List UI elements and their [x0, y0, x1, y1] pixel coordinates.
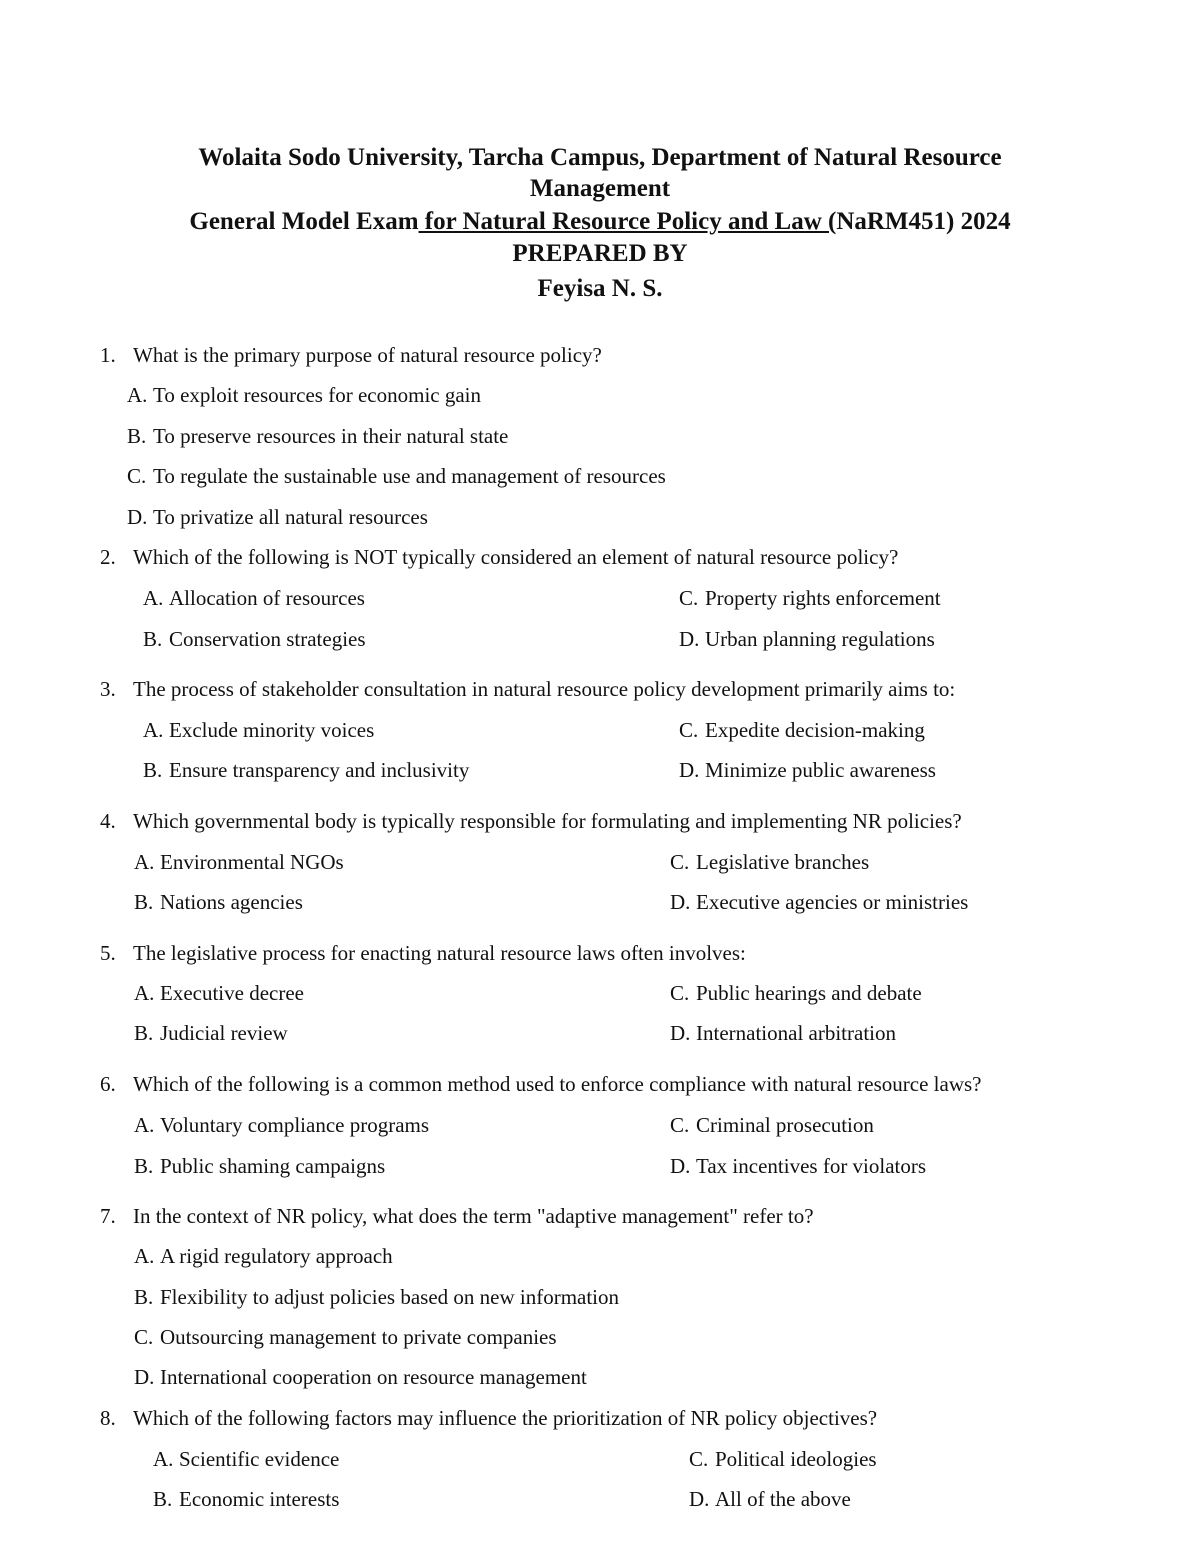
- option-text: Executive agencies or ministries: [696, 890, 969, 914]
- option-letter: C.: [679, 718, 699, 742]
- option-text: Expedite decision-making: [705, 718, 925, 742]
- university-title: Wolaita Sodo University, Tarcha Campus, Department of Natural Resource: [198, 144, 1002, 171]
- option-letter: A.: [134, 981, 155, 1005]
- question-text: Which of the following factors may influence the prioritization of NR policy objectives?: [133, 1406, 878, 1430]
- option-letter: D.: [127, 505, 148, 529]
- option-text: Exclude minority voices: [169, 718, 375, 742]
- option-text: Executive decree: [160, 981, 304, 1005]
- option-text: International cooperation on resource management: [160, 1365, 587, 1389]
- option-text: Tax incentives for violators: [696, 1154, 927, 1178]
- option-2c: [679, 585, 941, 611]
- option-text: Scientific evidence: [179, 1447, 340, 1471]
- option-letter: C.: [670, 981, 690, 1005]
- option-text: Environmental NGOs: [160, 850, 344, 874]
- option-3c: [679, 717, 925, 743]
- exam-title-course-underlined: for Natural Resource Policy and Law (: [418, 208, 837, 235]
- option-letter: B.: [127, 424, 147, 448]
- university-title-continued: Management: [529, 175, 671, 202]
- option-text: Conservation strategies: [169, 627, 366, 651]
- question-8: [100, 1405, 877, 1431]
- option-6d: [670, 1153, 926, 1179]
- option-8c: [689, 1446, 877, 1472]
- option-text: Ensure transparency and inclusivity: [169, 758, 470, 782]
- option-1b: [127, 423, 508, 449]
- option-letter: A.: [143, 586, 164, 610]
- question-2: [100, 544, 898, 570]
- option-letter: D.: [134, 1365, 155, 1389]
- option-letter: C.: [689, 1447, 709, 1471]
- option-letter: B.: [134, 1285, 154, 1309]
- option-text: Allocation of resources: [169, 586, 365, 610]
- option-letter: D.: [670, 1154, 691, 1178]
- option-5d: [670, 1020, 896, 1046]
- option-3a: [143, 717, 374, 743]
- question-7: [100, 1203, 814, 1229]
- option-letter: D.: [679, 758, 700, 782]
- option-text: All of the above: [715, 1487, 851, 1511]
- question-text: In the context of NR policy, what does the term "adaptive management" refer to?: [133, 1204, 814, 1228]
- option-text: Legislative branches: [696, 850, 870, 874]
- option-letter: D.: [670, 890, 691, 914]
- question-number: 3.: [100, 677, 116, 701]
- option-text: To regulate the sustainable use and management of resources: [153, 464, 666, 488]
- question-number: 4.: [100, 809, 116, 833]
- question-text: The legislative process for enacting natural resource laws often involves:: [133, 941, 746, 965]
- option-letter: A.: [153, 1447, 174, 1471]
- option-7b: [134, 1284, 619, 1310]
- option-text: Property rights enforcement: [705, 586, 941, 610]
- option-6a: [134, 1112, 429, 1138]
- option-5b: [134, 1020, 288, 1046]
- option-5c: [670, 980, 922, 1006]
- option-letter: B.: [134, 890, 154, 914]
- option-text: To preserve resources in their natural state: [153, 424, 509, 448]
- option-8b: [153, 1486, 339, 1512]
- question-text: Which governmental body is typically responsible for formulating and implementing NR policies?: [133, 809, 962, 833]
- exam-title-part1: General Model Exam: [189, 208, 419, 235]
- option-letter: A.: [134, 850, 155, 874]
- option-5a: [134, 980, 304, 1006]
- option-text: Outsourcing management to private companies: [160, 1325, 557, 1349]
- option-text: Minimize public awareness: [705, 758, 936, 782]
- option-text: To exploit resources for economic gain: [153, 383, 482, 407]
- option-4d: [670, 889, 968, 915]
- question-number: 8.: [100, 1406, 116, 1430]
- option-1a: [127, 382, 481, 408]
- option-text: Judicial review: [160, 1021, 288, 1045]
- option-letter: D.: [679, 627, 700, 651]
- question-text: What is the primary purpose of natural resource policy?: [133, 343, 602, 367]
- question-6: [100, 1071, 981, 1097]
- question-number: 7.: [100, 1204, 116, 1228]
- question-number: 2.: [100, 545, 116, 569]
- option-text: Urban planning regulations: [705, 627, 935, 651]
- option-2a: [143, 585, 365, 611]
- option-letter: C.: [679, 586, 699, 610]
- question-text: The process of stakeholder consultation in natural resource policy development primarily aims to:: [133, 677, 956, 701]
- option-text: To privatize all natural resources: [153, 505, 428, 529]
- option-text: Nations agencies: [160, 890, 303, 914]
- question-text: Which of the following is a common method used to enforce compliance with natural resource laws?: [133, 1072, 982, 1096]
- prepared-by-label: PREPARED BY: [512, 240, 688, 267]
- option-2b: [143, 626, 366, 652]
- option-text: Public hearings and debate: [696, 981, 922, 1005]
- option-4b: [134, 889, 303, 915]
- author-name: Feyisa N. S.: [537, 275, 663, 302]
- option-4c: [670, 849, 869, 875]
- option-letter: B.: [143, 627, 163, 651]
- option-text: Political ideologies: [715, 1447, 877, 1471]
- option-letter: B.: [143, 758, 163, 782]
- option-letter: C.: [134, 1325, 154, 1349]
- question-1: [100, 342, 602, 368]
- option-letter: C.: [670, 1113, 690, 1137]
- option-letter: C.: [670, 850, 690, 874]
- option-letter: B.: [134, 1021, 154, 1045]
- option-letter: D.: [689, 1487, 710, 1511]
- option-4a: [134, 849, 344, 875]
- option-text: Economic interests: [179, 1487, 340, 1511]
- option-6b: [134, 1153, 385, 1179]
- option-letter: A.: [143, 718, 164, 742]
- option-text: Voluntary compliance programs: [160, 1113, 430, 1137]
- option-text: A rigid regulatory approach: [160, 1244, 393, 1268]
- option-text: International arbitration: [696, 1021, 897, 1045]
- option-1d: [127, 504, 428, 530]
- option-letter: C.: [127, 464, 147, 488]
- question-text: Which of the following is NOT typically considered an element of natural resource policy?: [133, 545, 899, 569]
- option-letter: A.: [134, 1244, 155, 1268]
- option-8a: [153, 1446, 339, 1472]
- option-letter: A.: [127, 383, 148, 407]
- option-3d: [679, 757, 936, 783]
- question-4: [100, 808, 962, 834]
- option-text: Criminal prosecution: [696, 1113, 874, 1137]
- option-8d: [689, 1486, 851, 1512]
- option-2d: [679, 626, 935, 652]
- exam-title: [0, 206, 1200, 238]
- question-3: [100, 676, 955, 702]
- option-letter: B.: [134, 1154, 154, 1178]
- question-5: [100, 940, 746, 966]
- exam-title-course-code: NaRM451) 2024: [836, 208, 1011, 235]
- option-letter: D.: [670, 1021, 691, 1045]
- option-6c: [670, 1112, 874, 1138]
- option-3b: [143, 757, 469, 783]
- question-number: 5.: [100, 941, 116, 965]
- question-number: 6.: [100, 1072, 116, 1096]
- option-letter: B.: [153, 1487, 173, 1511]
- option-7c: [134, 1324, 557, 1350]
- option-1c: [127, 463, 666, 489]
- option-text: Flexibility to adjust policies based on new information: [160, 1285, 620, 1309]
- option-7d: [134, 1364, 587, 1390]
- option-letter: A.: [134, 1113, 155, 1137]
- option-text: Public shaming campaigns: [160, 1154, 386, 1178]
- question-number: 1.: [100, 343, 116, 367]
- option-7a: [134, 1243, 393, 1269]
